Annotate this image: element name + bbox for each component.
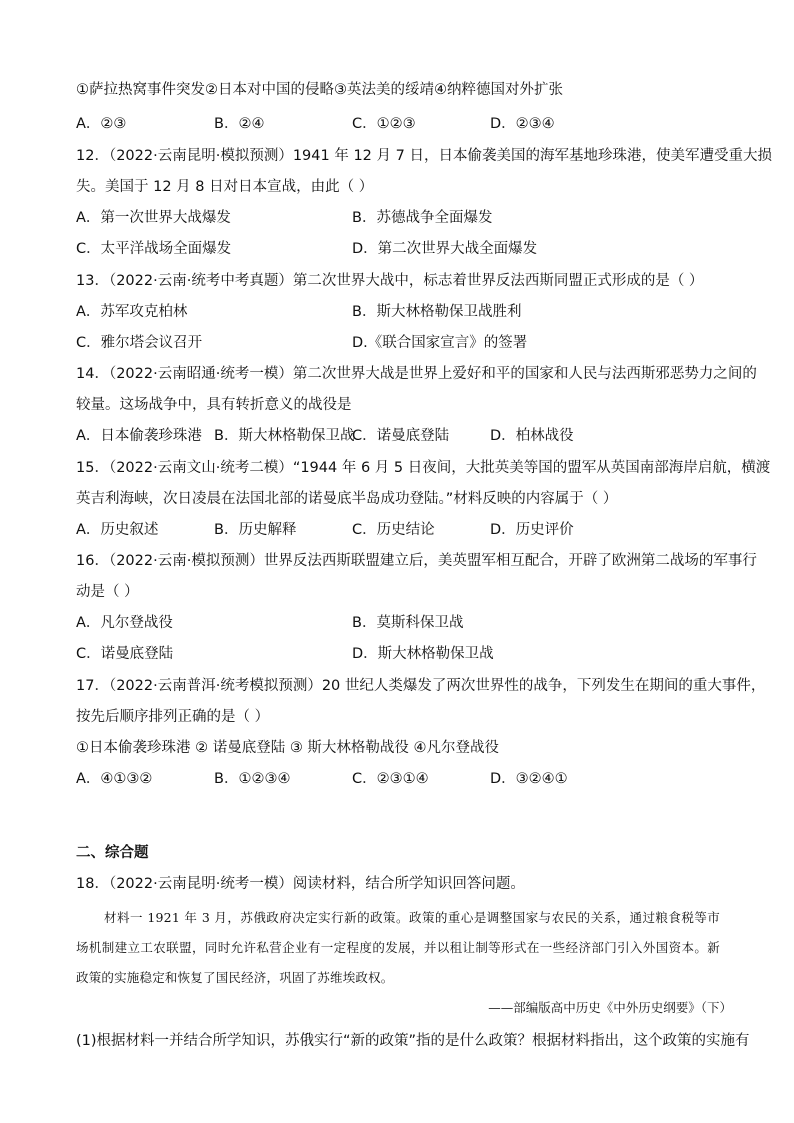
question-18-line1: 18．（2022·云南昆明·统考一模）阅读材料，结合所学知识回答问题。 [76, 876, 525, 892]
option-a[interactable]: A．凡尔登战役 [76, 615, 173, 631]
option-a[interactable]: A．②③ [76, 116, 127, 132]
option-c[interactable]: C．①②③ [352, 116, 416, 132]
question-14-line2: 较量。这场战争中，具有转折意义的战役是 [76, 397, 352, 413]
option-d[interactable]: D．②③④ [490, 116, 555, 132]
option-c[interactable]: C．诺曼底登陆 [76, 646, 174, 662]
option-b[interactable]: B．②④ [214, 116, 265, 132]
option-b[interactable]: B．苏德战争全面爆发 [352, 210, 493, 226]
statement-line: ①萨拉热窝事件突发②日本对中国的侵略③英法美的绥靖④纳粹德国对外扩张 [76, 82, 563, 98]
option-c[interactable]: C．诺曼底登陆 [352, 428, 450, 444]
option-d[interactable]: D．柏林战役 [490, 428, 574, 444]
question-15-line1: 15．（2022·云南文山·统考二模）“1944 年 6 月 5 日夜间，大批英美等国的盟军从英国南部海岸启航，横渡 [76, 460, 771, 476]
section-heading: 二、综合题 [76, 845, 149, 861]
option-a[interactable]: A．日本偷袭珍珠港 [76, 428, 202, 444]
option-d[interactable]: D.《联合国家宣言》的签署 [352, 335, 528, 351]
material-paragraph: 材料一 1921 年 3 月，苏俄政府决定实行新的政策。政策的重心是调整国家与农民的关系，通过粮食税等市场机制建立工农联盟，同时允许私营企业有一定程度的发展，并以租让制等形式在一些经济部门引入外国资本。新政策的实施稳定和恢复了国民经济，巩固了苏维埃政权。 [76, 910, 720, 985]
statement-line: ①日本偷袭珍珠港 ② 诺曼底登陆 ③ 斯大林格勒战役 ④凡尔登战役 [76, 740, 500, 756]
option-d[interactable]: D．历史评价 [490, 522, 574, 538]
option-c[interactable]: C．②③①④ [352, 771, 429, 787]
option-b[interactable]: B．莫斯科保卫战 [352, 615, 464, 631]
option-d[interactable]: D．第二次世界大战全面爆发 [352, 241, 538, 257]
option-d[interactable]: D．斯大林格勒保卫战 [352, 646, 494, 662]
option-b[interactable]: B．斯大林格勒保卫战胜利 [352, 304, 522, 320]
question-17-line2: 按先后顺序排列正确的是（ ） [76, 709, 270, 725]
question-16-line1: 16．（2022·云南·模拟预测）世界反法西斯联盟建立后，美英盟军相互配合，开辟了欧洲第二战场的军事行 [76, 553, 757, 569]
question-12-line1: 12．（2022·云南昆明·模拟预测）1941 年 12 月 7 日，日本偷袭美国的海军基地珍珠港，使美军遭受重大损 [76, 148, 772, 164]
question-16-line2: 动是（ ） [76, 584, 139, 600]
question-13-line1: 13．（2022·云南·统考中考真题）第二次世界大战中，标志着世界反法西斯同盟正式形成的是（ ） [76, 273, 704, 289]
option-b[interactable]: B．斯大林格勒保卫战 [214, 428, 355, 444]
sub-question-1: (1)根据材料一并结合所学知识，苏俄实行“新的政策”指的是什么政策？根据材料指出，这个政策的实施有 [76, 1033, 750, 1049]
question-17-line1: 17．（2022·云南普洱·统考模拟预测）20 世纪人类爆发了两次世界性的战争，下列发生在期间的重大事件， [76, 678, 766, 694]
question-14-line1: 14．（2022·云南昭通·统考一模）第二次世界大战是世界上爱好和平的国家和人民与法西斯邪恶势力之间的 [76, 366, 757, 382]
material-source: ——部编版高中历史《中外历史纲要》（下） [488, 1000, 732, 1015]
option-c[interactable]: C．太平洋战场全面爆发 [76, 241, 232, 257]
option-a[interactable]: A．历史叙述 [76, 522, 159, 538]
option-a[interactable]: A．苏军攻克柏林 [76, 304, 188, 320]
option-c[interactable]: C．雅尔塔会议召开 [76, 335, 203, 351]
option-a[interactable]: A．第一次世界大战爆发 [76, 210, 231, 226]
option-b[interactable]: B．历史解释 [214, 522, 297, 538]
question-15-line2: 英吉利海峡，次日凌晨在法国北部的诺曼底半岛成功登陆。”材料反映的内容属于（ ） [76, 491, 618, 507]
option-b[interactable]: B．①②③④ [214, 771, 291, 787]
option-d[interactable]: D．③②④① [490, 771, 568, 787]
option-c[interactable]: C．历史结论 [352, 522, 435, 538]
option-a[interactable]: A．④①③② [76, 771, 153, 787]
question-12-line2: 失。美国于 12 月 8 日对日本宣战，由此（ ） [76, 179, 374, 195]
